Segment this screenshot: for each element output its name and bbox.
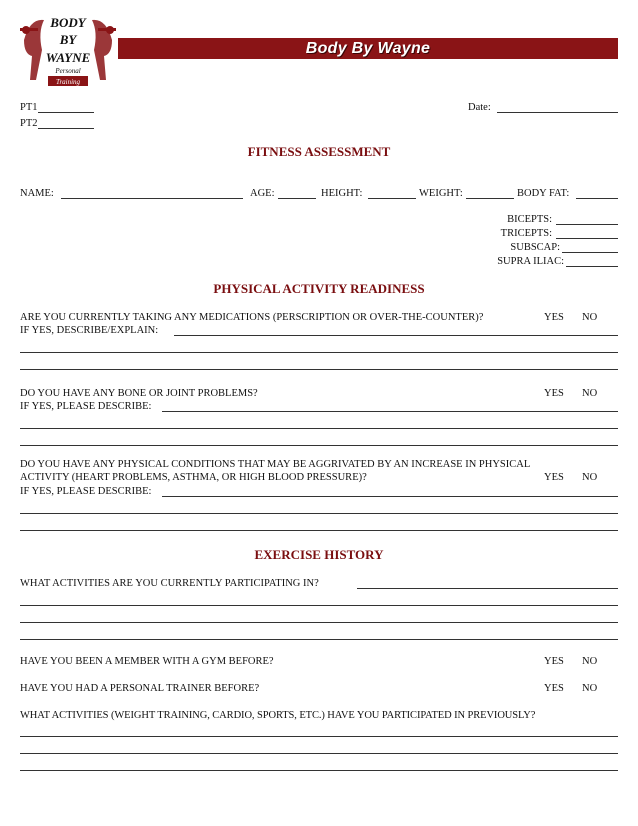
name-field[interactable] <box>61 198 243 199</box>
previous-activities-question: WHAT ACTIVITIES (WEIGHT TRAINING, CARDIO, SPORTS, ETC.) HAVE YOU PARTICIPATED IN PREVIOUSLY? <box>20 710 536 721</box>
bone-joint-describe-line-2[interactable] <box>20 428 618 429</box>
conditions-describe-line-1[interactable] <box>162 496 618 497</box>
suprailiac-field[interactable] <box>566 266 618 267</box>
gym-member-question: HAVE YOU BEEN A MEMBER WITH A GYM BEFORE? <box>20 656 274 667</box>
triceps-field[interactable] <box>556 238 618 239</box>
triceps-label: TRICEPTS: <box>500 228 552 239</box>
bone-joint-describe-line-3[interactable] <box>20 445 618 446</box>
logo-graphic <box>18 10 118 90</box>
medications-yes[interactable]: YES <box>544 312 564 323</box>
medications-describe-line-1[interactable] <box>174 335 618 336</box>
logo-text-training: Training <box>55 78 81 86</box>
readiness-title: PHYSICAL ACTIVITY READINESS <box>213 281 425 296</box>
date-label: Date: <box>468 102 491 113</box>
pt1-label: PT1 <box>20 102 38 113</box>
bone-joint-question: DO YOU HAVE ANY BONE OR JOINT PROBLEMS? <box>20 388 258 399</box>
medications-describe-line-2[interactable] <box>20 352 618 353</box>
conditions-yes[interactable]: YES <box>544 472 564 483</box>
conditions-question-line-2: ACTIVITY (HEART PROBLEMS, ASTHMA, OR HIGH BLOOD PRESSURE)? <box>20 472 367 483</box>
current-activities-line-1[interactable] <box>357 588 618 589</box>
logo-text-by: BY <box>59 32 77 47</box>
weight-label: WEIGHT: <box>419 188 463 199</box>
personal-trainer-no[interactable]: NO <box>582 683 598 694</box>
medications-question: ARE YOU CURRENTLY TAKING ANY MEDICATIONS (PERSCRIPTION OR OVER-THE-COUNTER)? <box>20 312 484 323</box>
page-title: Body By Wayne <box>305 40 431 57</box>
current-activities-question: WHAT ACTIVITIES ARE YOU CURRENTLY PARTICIPATING IN? <box>20 578 319 589</box>
previous-activities-line-2[interactable] <box>20 753 618 754</box>
current-activities-line-3[interactable] <box>20 622 618 623</box>
conditions-no[interactable]: NO <box>582 472 598 483</box>
suprailiac-label: SUPRA ILIAC: <box>497 256 564 267</box>
gym-member-no[interactable]: NO <box>582 656 598 667</box>
pt2-label: PT2 <box>20 118 38 129</box>
bodyfat-label: BODY FAT: <box>517 188 570 199</box>
bodyfat-field[interactable] <box>576 198 618 199</box>
biceps-label: BICEPTS: <box>507 214 552 225</box>
age-field[interactable] <box>278 198 316 199</box>
previous-activities-line-1[interactable] <box>20 736 618 737</box>
exercise-history-title: EXERCISE HISTORY <box>254 547 384 562</box>
biceps-field[interactable] <box>556 224 618 225</box>
medications-follow-label: IF YES, DESCRIBE/EXPLAIN: <box>20 325 159 336</box>
height-field[interactable] <box>368 198 416 199</box>
personal-trainer-yes[interactable]: YES <box>544 683 564 694</box>
gym-member-yes[interactable]: YES <box>544 656 564 667</box>
subscap-field[interactable] <box>562 252 618 253</box>
bone-joint-yes[interactable]: YES <box>544 388 564 399</box>
age-label: AGE: <box>250 188 275 199</box>
conditions-describe-line-3[interactable] <box>20 530 618 531</box>
medications-no[interactable]: NO <box>582 312 598 323</box>
logo-text-wayne: WAYNE <box>45 50 91 65</box>
conditions-question-line-1: DO YOU HAVE ANY PHYSICAL CONDITIONS THAT MAY BE AGGRIVATED BY AN INCREASE IN PHYSICAL <box>20 459 531 470</box>
bone-joint-no[interactable]: NO <box>582 388 598 399</box>
subscap-label: SUBSCAP: <box>510 242 560 253</box>
bone-joint-follow-label: IF YES, PLEASE DESCRIBE: <box>20 401 152 412</box>
conditions-describe-line-2[interactable] <box>20 513 618 514</box>
fitness-assessment-title: FITNESS ASSESSMENT <box>247 144 391 159</box>
logo-text-body: BODY <box>50 15 86 30</box>
current-activities-line-4[interactable] <box>20 639 618 640</box>
weight-field[interactable] <box>466 198 514 199</box>
height-label: HEIGHT: <box>321 188 363 199</box>
conditions-follow-label: IF YES, PLEASE DESCRIBE: <box>20 486 152 497</box>
name-label: NAME: <box>20 188 54 199</box>
personal-trainer-question: HAVE YOU HAD A PERSONAL TRAINER BEFORE? <box>20 683 260 694</box>
pt1-field[interactable] <box>38 112 94 113</box>
logo-text-personal: Personal <box>55 67 81 75</box>
date-field[interactable] <box>497 112 618 113</box>
previous-activities-line-3[interactable] <box>20 770 618 771</box>
pt2-field[interactable] <box>38 128 94 129</box>
medications-describe-line-3[interactable] <box>20 369 618 370</box>
bone-joint-describe-line-1[interactable] <box>162 411 618 412</box>
logo <box>18 10 118 90</box>
current-activities-line-2[interactable] <box>20 605 618 606</box>
